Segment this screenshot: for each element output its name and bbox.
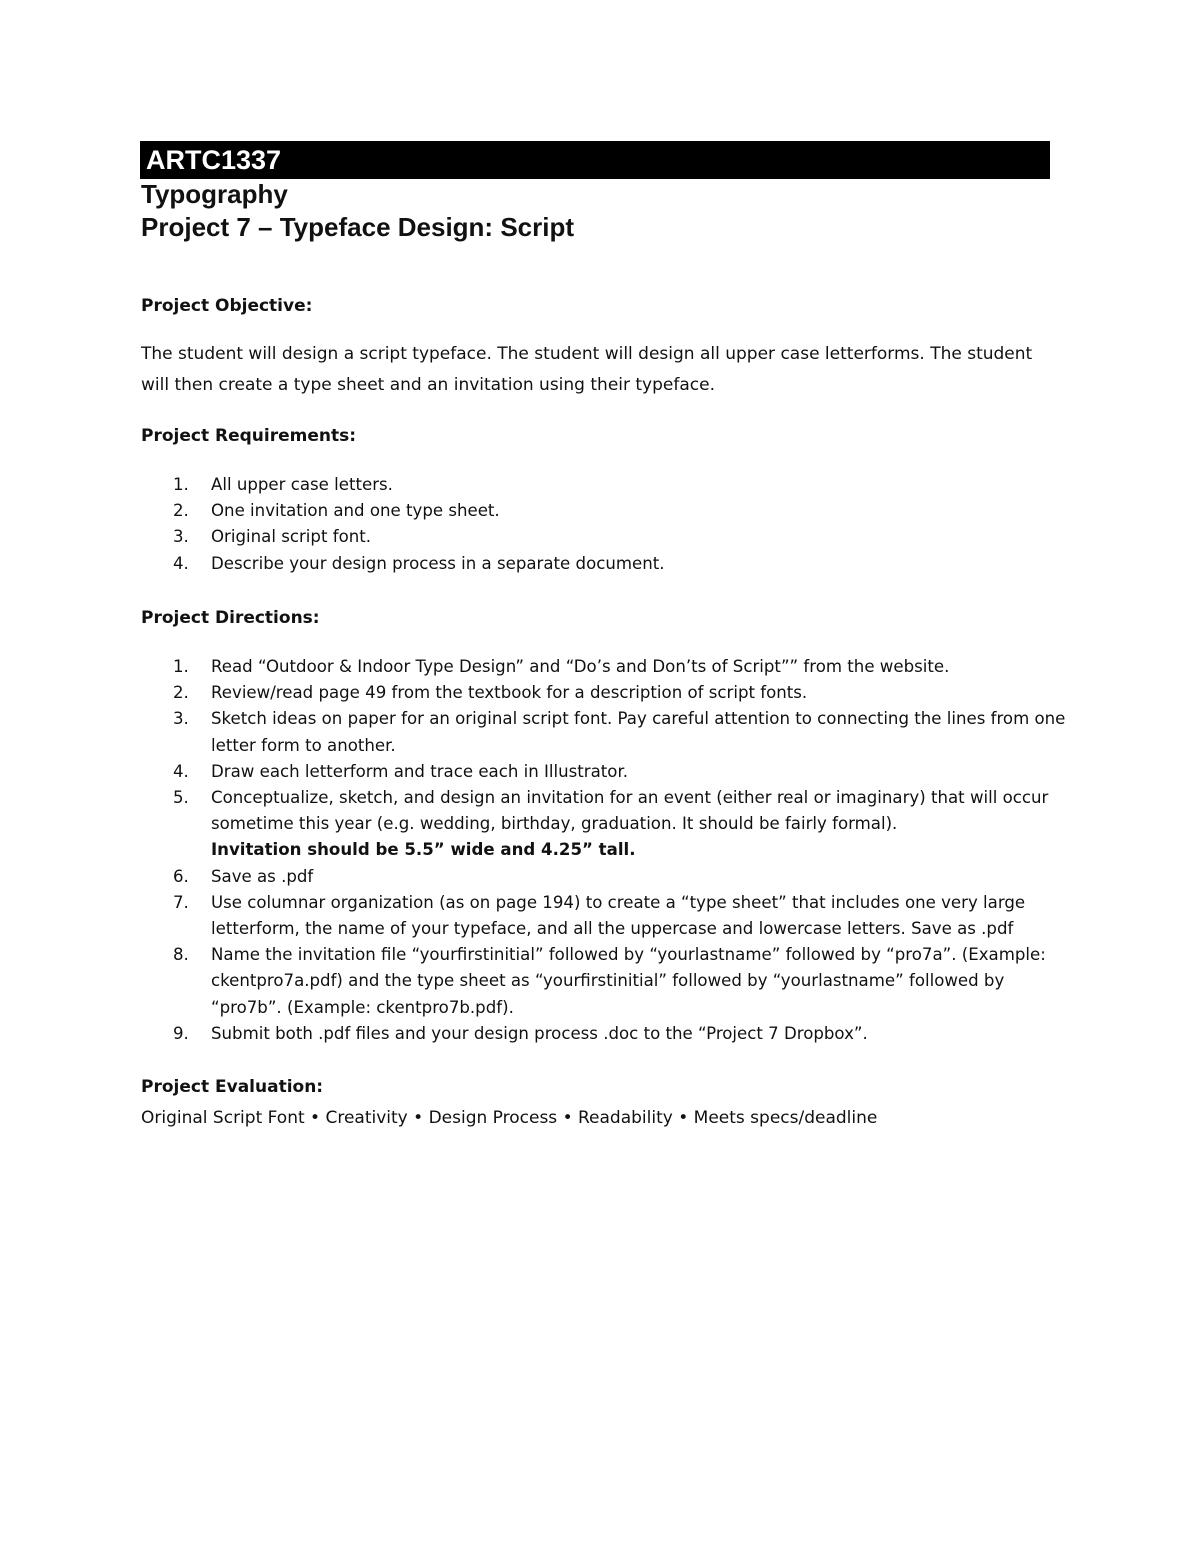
list-item: 2. One invitation and one type sheet. — [173, 501, 500, 521]
list-item: 8. Name the invitation file “yourfirstinitial” followed by “yourlastname” followed by “pro7a”. (Example: ckentpro7a.pdf) and the type sheet as “yourfirstinitial” followed by “yourlastname” followed by “pro7b”. (Example: ckentpro7b.pdf). — [173, 945, 1046, 1017]
invitation-size-note: Invitation should be 5.5” wide and 4.25” tall. — [211, 840, 636, 860]
course-code-bar: ARTC1337 — [140, 141, 1050, 179]
project-title: Project 7 – Typeface Design: Script — [141, 212, 574, 242]
objective-label: Project Objective: — [141, 296, 313, 316]
list-item: 4. Draw each letterform and trace each in Illustrator. — [173, 761, 629, 781]
directions-label: Project Directions: — [141, 608, 320, 628]
requirements-label: Project Requirements: — [141, 426, 357, 446]
directions-list — [141, 654, 1071, 1047]
list-item: 6. Save as .pdf — [173, 866, 314, 886]
subject-heading: Typography — [141, 179, 288, 209]
list-item: 1. All upper case letters. — [173, 475, 393, 494]
evaluation-label: Project Evaluation: — [141, 1077, 324, 1097]
list-item: 4. Describe your design process in a separate document. — [173, 553, 665, 573]
list-item: 2. Review/read page 49 from the textbook for a description of script fonts. — [173, 683, 808, 703]
list-item: 3. Sketch ideas on paper for an original script font. Pay careful attention to connecting the lines from one letter form to another. — [173, 709, 1066, 755]
requirements-list — [141, 472, 1071, 577]
list-item: 3. Original script font. — [173, 527, 372, 547]
objective-text: The student will design a script typeface. The student will design all upper case letterforms. The student will then create a type sheet and an invitation using their typeface. — [141, 344, 1033, 395]
list-item: 1. Read “Outdoor & Indoor Type Design” and “Do’s and Don’ts of Script”” from the website. — [173, 657, 950, 676]
list-item: 5. Conceptualize, sketch, and design an invitation for an event (either real or imaginary) that will occur sometime this year (e.g. wedding, birthday, graduation. It should be fairly formal). Invitation should be 5.5” wide and 4.25” tall. — [173, 788, 1049, 860]
evaluation-text: Original Script Font • Creativity • Design Process • Readability • Meets specs/deadline — [141, 1108, 878, 1128]
list-item: 9. Submit both .pdf files and your design process .doc to the “Project 7 Dropbox”. — [173, 1023, 868, 1043]
list-item: 7. Use columnar organization (as on page 194) to create a “type sheet” that includes one very large letterform, the name of your typeface, and all the uppercase and lowercase letters. Save as .pdf — [173, 892, 1026, 939]
